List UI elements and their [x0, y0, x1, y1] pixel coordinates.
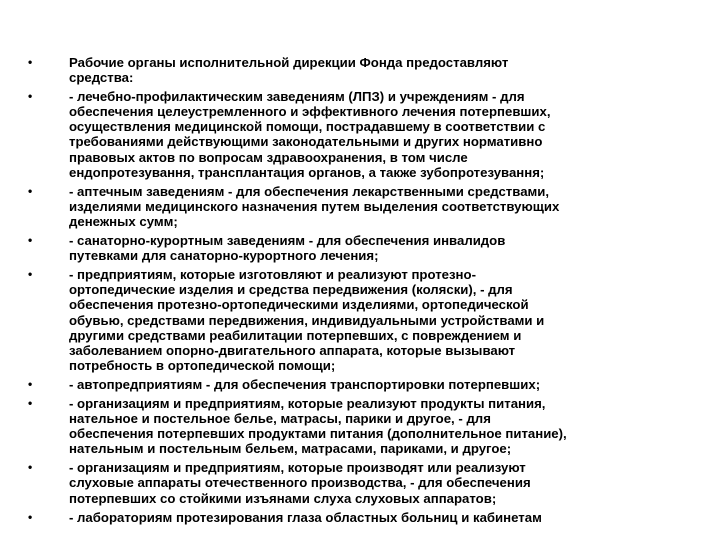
- bullet-icon: •: [28, 89, 33, 104]
- bullet-item: [28, 396, 688, 456]
- bullet-icon: •: [28, 509, 33, 524]
- bullet-text: - санаторно-курортным заведениям - для обеспечения инвалидов путевками для санаторно-курортного лечения;: [69, 233, 506, 264]
- bullet-text: - лечебно-профилактическим заведениям (ЛПЗ) и учреждениям - для обеспечения целеустремленного и эффективного лечения потерпевших, осуществления медицинской помощи, пострадавшему в соответствии с требованиями действующими законодательными и других нормативно правовых актов по вопросам здравоохранения, в том числе ендопротезування, трансплантация органов, а также зубопротезування;: [69, 89, 551, 180]
- bullet-icon: •: [28, 233, 33, 248]
- bullet-item: [28, 184, 688, 229]
- bullet-icon: •: [28, 183, 33, 198]
- bullet-text: - организациям и предприятиям, которые реализуют продукты питания, нательное и постельное белье, матрасы, парики и другое, - для обеспечения потерпевших продуктами питания (дополнительное питание), нательным и постельным бельем, матрасами, париками, и другое;: [69, 395, 567, 457]
- bullet-item: [28, 460, 688, 505]
- bullet-icon: •: [28, 460, 33, 475]
- bullet-icon: •: [28, 395, 33, 410]
- bullet-list: [28, 55, 688, 525]
- bullet-icon: •: [28, 267, 33, 282]
- bullet-item: [28, 89, 688, 180]
- bullet-text: Рабочие органы исполнительной дирекции Фонда предоставляют средства:: [69, 55, 509, 86]
- bullet-text: - организациям и предприятиям, которые производят или реализуют слуховые аппараты отечественного производства, - для обеспечения потерпевших со стойкими изъянами слуха слуховых аппаратов;: [69, 460, 531, 506]
- bullet-text: - лабораториям протезирования глаза областных больниц и кабинетам: [69, 509, 542, 525]
- bullet-item: [28, 55, 688, 85]
- bullet-item: [28, 267, 688, 373]
- bullet-icon: •: [28, 376, 33, 391]
- bullet-icon: •: [28, 55, 33, 69]
- bullet-text: - аптечным заведениям - для обеспечения лекарственными средствами, изделиями медицинского назначения путем выделения соответствующих денежных сумм;: [69, 183, 560, 229]
- bullet-item: [28, 233, 688, 263]
- bullet-text: - предприятиям, которые изготовляют и реализуют протезно- ортопедические изделия и средства передвижения (коляски), - для обеспечения протезно-ортопедическими изделиями, ортопедической обувью, средствами передвижения, индивидуальными устройствами и другими средствами реабилитации потерпевших, с повреждением и заболеванием опорно-двигательного аппарата, которые вызывают потребность в ортопедической помощи;: [69, 267, 545, 373]
- bullet-item: [28, 377, 688, 392]
- bullet-item: [28, 510, 688, 525]
- bullet-text: - автопредприятиям - для обеспечения транспортировки потерпевших;: [69, 376, 541, 392]
